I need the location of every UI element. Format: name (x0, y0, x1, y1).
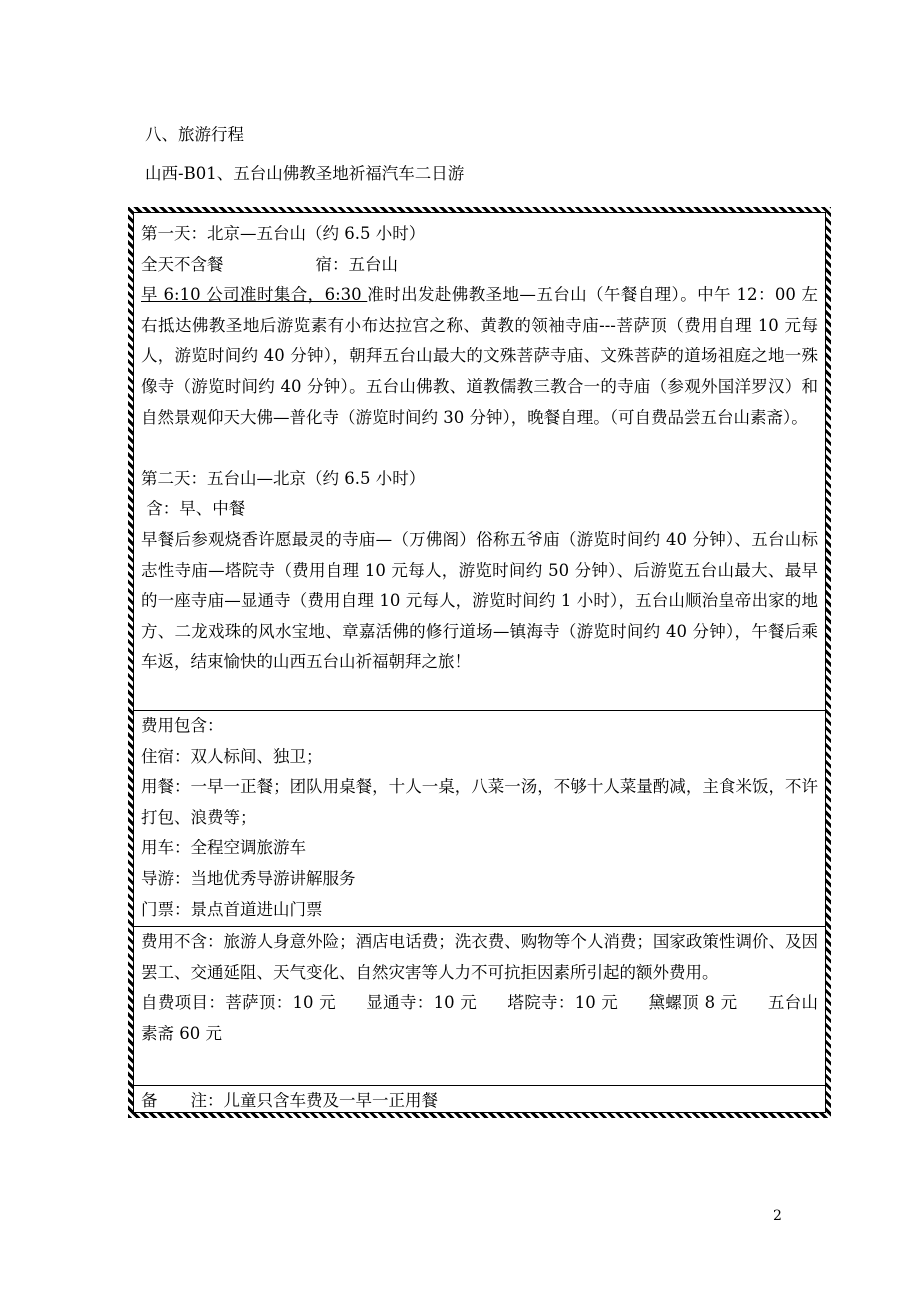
day1-schedule (141, 280, 818, 433)
excluded-section (134, 926, 825, 1049)
optional-items (141, 988, 818, 1049)
schedule-section (134, 219, 825, 678)
note-line (141, 1086, 818, 1117)
day1-meals: 全天不含餐 (141, 254, 224, 274)
included-guide: 导游：当地优秀导游讲解服务 (141, 868, 356, 888)
note-text: 儿童只含车费及一早一正用餐 (223, 1091, 438, 1110)
optional-label: 自费项目： (141, 993, 226, 1013)
day1-schedule-rest: 准时出发赴佛教圣地—五台山（午餐自理）。中午 12：00 左右抵达佛教圣地后游览素有小布达拉宫之称、黄教的领袖寺庙---菩萨顶（费用自理 10 元每人，游览时间约 40 分钟），朝拜五台山最大的文殊菩萨寺庙、文殊菩萨的道场祖庭之地一殊像寺（游览时间约 40 分钟）。五台山佛教、道教儒教三教合一的寺庙（参观外国洋罗汉）和自然景观仰天大佛—普化寺（游览时间约 30 分钟），晚餐自理。（可自费品尝五台山素斋）。 (141, 285, 818, 427)
day2-schedule: 早餐后参观烧香许愿最灵的寺庙—（万佛阁）俗称五爷庙（游览时间约 40 分钟）、五台山标志性寺庙—塔院寺（费用自理 10 元每人，游览时间约 50 分钟）、后游览五台山最大、最早的一座寺庙—显通寺（费用自理 10 元每人，游览时间约 1 小时），五台山顺治皇帝出家的地方、二龙戏珠的风水宝地、章嘉活佛的修行道场—镇海寺（游览时间约 40 分钟），午餐后乘车返，结束愉快的山西五台山祈福朝拜之旅！ (141, 529, 818, 672)
excluded-text: 费用不含：旅游人身意外险；酒店电话费；洗衣费、购物等个人消费；国家政策性调价、及因罢工、交通延阻、天气变化、自然灾害等人力不可抗拒因素所引起的额外费用。 (141, 932, 818, 982)
blank-line (141, 433, 818, 464)
day1-title: 第一天：北京—五台山（约 6.5 小时） (141, 224, 426, 243)
day2-meals: 含：早、中餐 (141, 499, 246, 519)
itinerary-table (133, 212, 826, 1113)
included-title: 费用包含： (141, 716, 224, 735)
included-section (134, 710, 825, 925)
optional-item: 显通寺：10 元 (365, 993, 478, 1013)
optional-item: 五台山素斋 60 元 (141, 993, 818, 1043)
itinerary-frame (128, 207, 831, 1118)
section-heading: 八、旅游行程 (145, 125, 244, 144)
day1-schedule-start: 早 6:10 公司准时集合，6:30 (141, 285, 368, 305)
note-label: 备 注： (141, 1091, 224, 1110)
included-vehicle: 用车：全程空调旅游车 (141, 838, 306, 858)
included-lodging: 住宿：双人标间、独卫； (141, 746, 323, 766)
note-section (134, 1085, 825, 1117)
included-meals: 用餐：一早一正餐；团队用桌餐，十人一桌，八菜一汤，不够十人菜量酌减，主食米饭，不许打包、浪费等； (141, 777, 818, 827)
optional-item: 塔院寺：10 元 (507, 993, 619, 1013)
day2-title: 第二天：五台山—北京（约 6.5 小时） (141, 468, 426, 488)
itinerary-title: 山西-B01、五台山佛教圣地祈福汽车二日游 (145, 164, 465, 183)
included-tickets: 门票：景点首道进山门票 (141, 899, 323, 919)
optional-item: 黛螺顶 8 元 (648, 993, 738, 1013)
day1-meals-stay (141, 250, 818, 281)
day1-stay: 宿：五台山 (315, 254, 398, 274)
page-number: 2 (773, 1208, 782, 1224)
optional-item: 菩萨顶：10 元 (225, 993, 336, 1013)
